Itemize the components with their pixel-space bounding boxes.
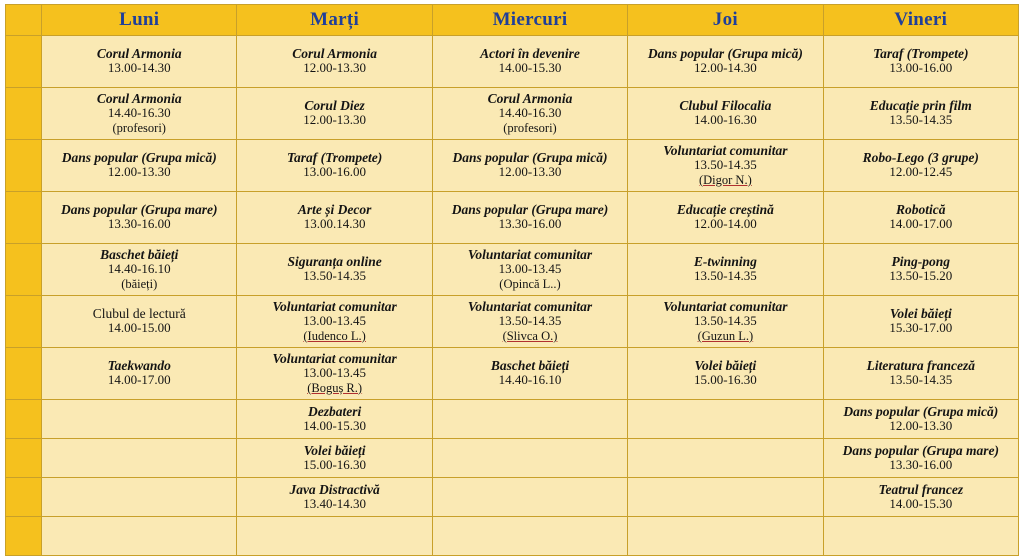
activity-cell	[823, 348, 1018, 400]
activity-cell-empty	[42, 478, 237, 517]
activity-title: Taekwando	[107, 358, 171, 374]
activity-time: 15.30-17.00	[889, 320, 953, 336]
activity-time: 12.00-13.30	[107, 164, 171, 180]
activity-time: 13.50-14.35	[303, 268, 367, 284]
activity-title: Robotică	[896, 202, 946, 218]
activity-time: 12.00-12.45	[889, 164, 953, 180]
activity-title: Volei băieți	[694, 358, 757, 374]
activity-cell	[628, 296, 823, 348]
activity-title: Voluntariat comunitar	[467, 247, 593, 263]
activity-cell	[432, 140, 627, 192]
activity-cell-empty	[628, 400, 823, 439]
activity-cell-empty	[823, 517, 1018, 556]
activity-note: (Guzun L.)	[697, 328, 754, 343]
activity-cell	[237, 140, 432, 192]
day-label: Vineri	[894, 9, 948, 30]
activity-title: Voluntariat comunitar	[663, 143, 788, 159]
row-gutter-cell	[6, 192, 42, 244]
activity-time: 13.30-16.00	[889, 456, 953, 472]
activity-cell	[432, 296, 627, 348]
activity-cell	[432, 348, 627, 400]
activity-cell	[237, 348, 432, 400]
activity-time: 14.40-16.10	[498, 372, 562, 388]
activity-time: 13.40-14.30	[303, 495, 367, 511]
table-row	[6, 192, 1019, 244]
activity-time: 13.00-13.45	[498, 261, 562, 277]
row-gutter-cell	[6, 244, 42, 296]
activity-title: Dezbateri	[308, 403, 362, 419]
activity-time: 13.00-13.45	[303, 313, 367, 329]
activity-cell	[237, 296, 432, 348]
activity-note: (băieți)	[121, 276, 158, 291]
row-gutter-cell	[6, 400, 42, 439]
day-label: Miercuri	[492, 9, 568, 30]
activity-title: Taraf (Trompete)	[286, 150, 383, 166]
activity-time: 13.50-15.20	[889, 268, 953, 284]
row-gutter-cell	[6, 296, 42, 348]
header-day-thursday	[628, 5, 823, 36]
activity-time: 13.50-14.35	[498, 313, 562, 329]
activity-cell	[42, 88, 237, 140]
activity-time: 13.00-13.45	[303, 365, 367, 381]
table-row	[6, 36, 1019, 88]
activity-time: 14.40-16.30	[498, 105, 562, 121]
row-gutter-cell	[6, 517, 42, 556]
activity-time: 13.00-16.00	[889, 60, 953, 76]
activity-cell	[237, 400, 432, 439]
activity-cell	[237, 36, 432, 88]
activity-title: Corul Armonia	[96, 46, 182, 62]
activity-title: Dans popular (Grupa mare)	[451, 202, 609, 218]
activity-cell	[628, 140, 823, 192]
activity-cell	[237, 244, 432, 296]
row-gutter-cell	[6, 140, 42, 192]
activity-cell	[823, 400, 1018, 439]
activity-cell	[42, 244, 237, 296]
activity-title: Educație prin film	[869, 98, 972, 114]
activity-time: 13.30-16.00	[107, 216, 171, 232]
activity-cell	[42, 140, 237, 192]
activity-time: 12.00-13.30	[303, 60, 367, 76]
activity-time: 13.00-16.00	[303, 164, 367, 180]
activity-title: Robo-Lego (3 grupe)	[862, 150, 979, 166]
day-label: Marți	[310, 9, 360, 30]
activity-cell	[42, 296, 237, 348]
activity-title: Educație creștină	[676, 202, 774, 218]
activity-title: Actori în devenire	[480, 46, 580, 62]
activity-cell	[42, 348, 237, 400]
table-row	[6, 140, 1019, 192]
activity-title: Ping-pong	[891, 254, 951, 270]
activity-cell-empty	[42, 439, 237, 478]
activity-time: 15.00-16.30	[693, 372, 757, 388]
activity-cell-empty	[432, 439, 627, 478]
activity-time: 13.50-14.35	[693, 268, 757, 284]
activity-cell-empty	[432, 400, 627, 439]
activity-cell	[237, 439, 432, 478]
activity-cell	[823, 36, 1018, 88]
activity-title: Corul Armonia	[292, 46, 377, 62]
activity-title: Voluntariat comunitar	[467, 299, 593, 315]
activity-title: Arte și Decor	[297, 202, 372, 218]
activity-time: 12.00-13.30	[889, 417, 953, 433]
activity-time: 14.00-15.00	[107, 320, 171, 336]
activity-cell	[628, 244, 823, 296]
activity-cell	[237, 192, 432, 244]
activity-title: Corul Armonia	[487, 91, 573, 107]
activity-cell-empty	[432, 478, 627, 517]
activity-cell	[237, 478, 432, 517]
activity-time: 14.00-17.00	[889, 216, 953, 232]
activity-note: (Boguș R.)	[307, 380, 363, 395]
activity-time: 13.50-14.35	[889, 372, 953, 388]
activity-time: 14.00-15.30	[498, 60, 562, 76]
activity-title: Dans popular (Grupa mică)	[647, 46, 803, 62]
header-gutter-cell	[6, 5, 42, 36]
activity-title: Baschet băieți	[490, 358, 570, 374]
table-row	[6, 478, 1019, 517]
header-day-friday	[823, 5, 1018, 36]
activity-title: Corul Armonia	[96, 91, 182, 107]
row-gutter-cell	[6, 88, 42, 140]
activity-cell	[823, 88, 1018, 140]
activity-time: 13.50-14.35	[693, 313, 757, 329]
activity-title: Volei băieți	[303, 442, 366, 458]
activity-time: 14.40-16.10	[107, 261, 171, 277]
day-label: Joi	[712, 9, 738, 30]
activity-time: 13.50-14.35	[889, 112, 953, 128]
schedule-sheet	[0, 4, 1024, 560]
activity-time: 14.00-15.30	[303, 417, 367, 433]
activity-cell	[628, 348, 823, 400]
table-row	[6, 439, 1019, 478]
activity-title: Voluntariat comunitar	[272, 299, 397, 315]
table-row	[6, 244, 1019, 296]
activity-note: (Iudenco L.)	[303, 328, 366, 343]
activity-time: 12.00-13.30	[498, 164, 562, 180]
row-gutter-cell	[6, 439, 42, 478]
activity-cell	[432, 192, 627, 244]
activity-time: 14.40-16.30	[107, 105, 171, 121]
table-row	[6, 400, 1019, 439]
activity-cell	[823, 244, 1018, 296]
table-row	[6, 296, 1019, 348]
activity-note: (profesori)	[503, 120, 557, 135]
row-gutter-cell	[6, 36, 42, 88]
table-row	[6, 348, 1019, 400]
activity-cell-empty	[42, 400, 237, 439]
activity-cell	[628, 88, 823, 140]
activity-cell	[628, 36, 823, 88]
activity-cell	[432, 88, 627, 140]
activity-cell	[823, 192, 1018, 244]
activity-time: 12.00-13.30	[303, 112, 367, 128]
activity-title: Teatrul francez	[878, 481, 964, 497]
activity-cell-empty	[628, 478, 823, 517]
activity-time: 12.00-14.30	[693, 60, 757, 76]
activity-title: Java Distractivă	[289, 481, 380, 497]
activity-cell	[237, 88, 432, 140]
activity-time: 14.00-17.00	[107, 372, 171, 388]
activity-cell	[823, 140, 1018, 192]
activity-cell	[432, 244, 627, 296]
activity-cell-empty	[432, 517, 627, 556]
activity-title: E-twinning	[693, 254, 757, 270]
activity-title: Dans popular (Grupa mică)	[452, 150, 608, 166]
activity-cell-empty	[42, 517, 237, 556]
activity-title: Literatura franceză	[866, 358, 975, 374]
activity-time: 13.00.14.30	[303, 216, 366, 232]
activity-cell-empty	[628, 439, 823, 478]
activity-note: (profesori)	[112, 120, 166, 135]
header-day-tuesday	[237, 5, 432, 36]
activity-note: (Digor N.)	[698, 172, 752, 187]
activity-time: 13.00-14.30	[107, 60, 171, 76]
activity-time: 12.00-14.00	[693, 216, 757, 232]
day-label: Luni	[119, 9, 160, 30]
header-day-wednesday	[432, 5, 627, 36]
activity-cell	[628, 192, 823, 244]
activity-cell	[823, 478, 1018, 517]
activity-time: 14.00-16.30	[693, 112, 757, 128]
activity-cell	[432, 36, 627, 88]
row-gutter-cell	[6, 478, 42, 517]
activity-title: Taraf (Trompete)	[873, 46, 969, 62]
activity-title: Dans popular (Grupa mică)	[843, 403, 999, 419]
activity-title: Dans popular (Grupa mare)	[61, 202, 218, 218]
activity-note: (Slivca O.)	[502, 328, 558, 343]
activity-time: 13.50-14.35	[693, 157, 757, 173]
activity-title: Clubul Filocalia	[679, 98, 772, 114]
activity-title: Dans popular (Grupa mică)	[61, 150, 217, 166]
activity-cell	[823, 296, 1018, 348]
table-row	[6, 88, 1019, 140]
activity-cell-empty	[628, 517, 823, 556]
table-row	[6, 517, 1019, 556]
activity-time: 15.00-16.30	[303, 456, 367, 472]
weekly-schedule-table	[5, 4, 1019, 556]
activity-cell-empty	[237, 517, 432, 556]
activity-title: Dans popular (Grupa mare)	[842, 442, 999, 458]
activity-title: Voluntariat comunitar	[663, 299, 788, 315]
activity-cell	[823, 439, 1018, 478]
table-header-row	[6, 5, 1019, 36]
activity-time: 13.30-16.00	[498, 216, 562, 232]
activity-note: (Opincă L..)	[499, 276, 561, 291]
activity-cell	[42, 36, 237, 88]
activity-time: 14.00-15.30	[889, 495, 953, 511]
activity-title: Siguranța online	[287, 254, 382, 270]
activity-title: Corul Diez	[304, 98, 365, 114]
activity-title: Baschet băieți	[100, 247, 179, 263]
header-day-monday	[42, 5, 237, 36]
row-gutter-cell	[6, 348, 42, 400]
table-body	[6, 36, 1019, 556]
activity-title: Volei băieți	[889, 306, 952, 322]
activity-cell	[42, 192, 237, 244]
activity-title: Voluntariat comunitar	[272, 351, 397, 367]
activity-title: Clubul de lectură	[92, 306, 186, 322]
